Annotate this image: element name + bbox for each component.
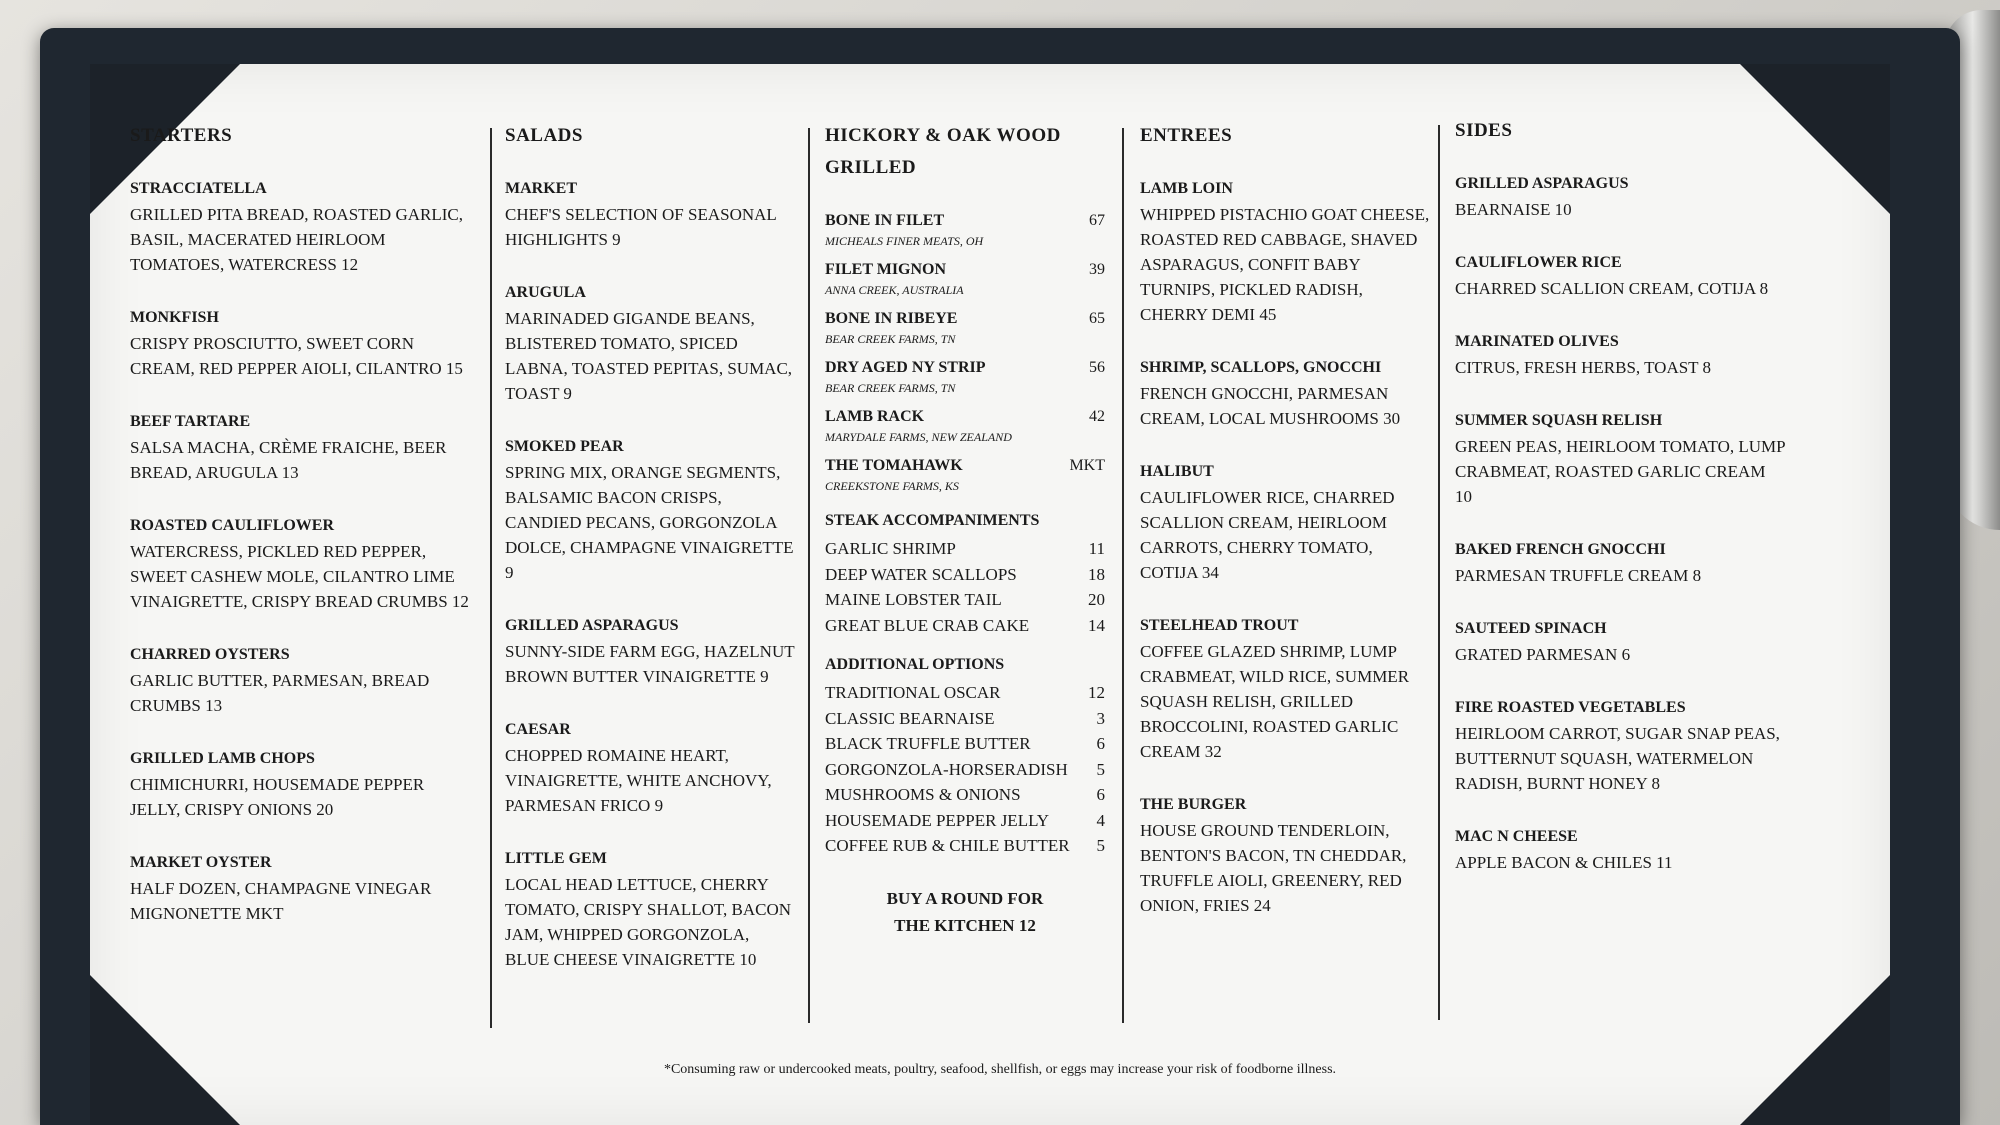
menu-item (505, 850, 795, 972)
grilled-item-origin: MICHEALS FINER MEATS, OH (825, 234, 984, 248)
menu-item-name: THE BURGER (1140, 796, 1247, 813)
menu-item-name: MARKET OYSTER (130, 854, 272, 871)
menu-item (130, 646, 470, 718)
row-name: MUSHROOMS & ONIONS (825, 785, 1021, 804)
grilled-item (825, 359, 1105, 396)
menu-item (1455, 254, 1785, 301)
menu-item-description: CHIMICHURRI, HOUSEMADE PEPPER JELLY, CRISPY ONIONS 20 (130, 775, 425, 819)
row-price: 4 (1096, 810, 1105, 830)
menu-item-description: CITRUS, FRESH HERBS, TOAST 8 (1455, 358, 1712, 377)
sides-list (1455, 175, 1785, 875)
menu-item-name: GRILLED ASPARAGUS (1455, 175, 1629, 192)
menu-item-name: CAESAR (505, 721, 571, 738)
menu-item-description: WHIPPED PISTACHIO GOAT CHEESE, ROASTED RED CABBAGE, SHAVED ASPARAGUS, CONFIT BABY TURNIPS, PICKLED RADISH, CHERRY DEMI 45 (1140, 205, 1430, 324)
menu-item (1140, 617, 1430, 764)
entrees-column (1140, 120, 1430, 950)
row-name: MAINE LOBSTER TAIL (825, 590, 1002, 609)
menu-item-description: SUNNY-SIDE FARM EGG, HAZELNUT BROWN BUTTER VINAIGRETTE 9 (505, 642, 795, 686)
row-price: 11 (1088, 539, 1105, 558)
menu-item-name: MARINATED OLIVES (1455, 333, 1619, 350)
menu-item-name: CHARRED OYSTERS (130, 646, 290, 663)
menu-item-name: MONKFISH (130, 309, 219, 326)
grilled-item-origin: BEAR CREEK FARMS, TN (825, 332, 956, 346)
grilled-item-price: 65 (1089, 310, 1105, 327)
row-name: DEEP WATER SCALLOPS (825, 564, 1017, 584)
accompaniment-row (825, 536, 1105, 562)
grilled-item-name: FILET MIGNON (825, 261, 947, 278)
accompaniments-heading: STEAK ACCOMPANIMENTS (825, 512, 1040, 529)
section-heading: SALADS (505, 125, 583, 146)
grilled-item-price: 56 (1089, 359, 1105, 376)
menu-item-description: BEARNAISE 10 (1455, 200, 1572, 219)
options-list (825, 680, 1105, 859)
grilled-item-name: BONE IN FILET (825, 212, 945, 229)
menu-item-name: GRILLED ASPARAGUS (505, 617, 679, 634)
grilled-item (825, 408, 1105, 445)
menu-item-name: MAC N CHEESE (1455, 828, 1578, 845)
option-row (825, 757, 1105, 783)
menu-item-description: CRISPY PROSCIUTTO, SWEET CORN CREAM, RED PEPPER AIOLI, CILANTRO 15 (130, 334, 463, 378)
row-price: 18 (1088, 564, 1105, 584)
option-row (825, 706, 1105, 732)
menu-item (1455, 412, 1785, 509)
grilled-item-price: 39 (1089, 261, 1105, 278)
sides-column (1455, 115, 1785, 907)
menu-item (1455, 699, 1785, 796)
grilled-item (825, 261, 1105, 298)
grilled-column (825, 120, 1105, 939)
menu-item-name: SMOKED PEAR (505, 438, 624, 455)
row-name: GORGONZOLA-HORSERADISH (825, 759, 1068, 779)
menu-item-name: BAKED FRENCH GNOCCHI (1455, 541, 1666, 558)
buy-a-round-line2: THE KITCHEN 12 (894, 915, 1036, 935)
menu-item-description: GARLIC BUTTER, PARMESAN, BREAD CRUMBS 13 (130, 671, 430, 715)
grilled-item-row (825, 261, 1105, 279)
row-price: 12 (1088, 683, 1105, 702)
row-name: TRADITIONAL OSCAR (825, 683, 1001, 702)
menu-item-name: LAMB LOIN (1140, 180, 1233, 197)
foodborne-illness-disclaimer: *Consuming raw or undercooked meats, poultry, seafood, shellfish, or eggs may increase your risk of foodborne illness. (663, 1062, 1337, 1077)
grilled-item-origin: CREEKSTONE FARMS, KS (825, 479, 959, 493)
menu-item-description: GRATED PARMESAN 6 (1455, 645, 1631, 664)
menu-item-description: GRILLED PITA BREAD, ROASTED GARLIC, BASIL, MACERATED HEIRLOOM TOMATOES, WATERCRESS 12 (130, 205, 463, 274)
section-heading: ENTREES (1140, 125, 1233, 146)
buy-a-round-line1: BUY A ROUND FOR (886, 888, 1044, 908)
salads-column (505, 120, 795, 1004)
buy-a-round (825, 885, 1105, 939)
salads-list (505, 180, 795, 972)
menu-item (1455, 175, 1785, 222)
row-name: BLACK TRUFFLE BUTTER (825, 734, 1031, 753)
menu-item-description: MARINADED GIGANDE BEANS, BLISTERED TOMATO, SPICED LABNA, TOASTED PEPITAS, SUMAC, TOAST 9 (505, 309, 793, 403)
accompaniment-row (825, 587, 1105, 613)
column-divider (808, 128, 810, 1023)
menu-item-description: COFFEE GLAZED SHRIMP, LUMP CRABMEAT, WILD RICE, SUMMER SQUASH RELISH, GRILLED BROCCOLINI, ROASTED GARLIC CREAM 32 (1140, 642, 1410, 761)
option-row (825, 808, 1105, 834)
menu-item-name: SAUTEED SPINACH (1455, 620, 1607, 637)
menu-item (130, 180, 470, 277)
menu-item-description: CAULIFLOWER RICE, CHARRED SCALLION CREAM, HEIRLOOM CARROTS, CHERRY TOMATO, COTIJA 34 (1140, 488, 1395, 582)
grilled-item-row (825, 310, 1105, 328)
options-heading: ADDITIONAL OPTIONS (825, 656, 1005, 673)
menu-item (130, 750, 470, 822)
menu-item (505, 180, 795, 252)
menu-item-name: STEELHEAD TROUT (1140, 617, 1299, 634)
menu-item-name: GRILLED LAMB CHOPS (130, 750, 315, 767)
row-price: 14 (1088, 615, 1105, 635)
menu-item (130, 309, 470, 381)
grilled-item-row (825, 408, 1105, 426)
grilled-item-origin: MARYDALE FARMS, NEW ZEALAND (825, 430, 1012, 444)
menu-item-name: SHRIMP, SCALLOPS, GNOCCHI (1140, 359, 1382, 376)
menu-item-name: SUMMER SQUASH RELISH (1455, 412, 1663, 429)
menu-item (130, 413, 470, 485)
menu-item-description: WATERCRESS, PICKLED RED PEPPER, SWEET CASHEW MOLE, CILANTRO LIME VINAIGRETTE, CRISPY BREAD CRUMBS 12 (130, 542, 469, 611)
menu-item (130, 517, 470, 614)
menu-item-description: SALSA MACHA, CRÈME FRAICHE, BEER BREAD, ARUGULA 13 (130, 438, 447, 482)
menu-item-description: HALF DOZEN, CHAMPAGNE VINEGAR MIGNONETTE MKT (130, 879, 432, 923)
menu-item-name: CAULIFLOWER RICE (1455, 254, 1622, 271)
grilled-item-origin: BEAR CREEK FARMS, TN (825, 381, 956, 395)
row-price: 5 (1096, 759, 1105, 779)
grilled-item-name: BONE IN RIBEYE (825, 310, 958, 327)
starters-list (130, 180, 470, 926)
entrees-list (1140, 180, 1430, 918)
menu-item-name: MARKET (505, 180, 577, 197)
column-divider (1438, 125, 1440, 1020)
grilled-item-row (825, 457, 1105, 475)
accompaniment-row (825, 562, 1105, 588)
grilled-item-name: THE TOMAHAWK (825, 457, 963, 474)
menu-item-name: FIRE ROASTED VEGETABLES (1455, 699, 1686, 716)
menu-item (1455, 333, 1785, 380)
grilled-item (825, 457, 1105, 494)
menu-item (1455, 620, 1785, 667)
grilled-item-origin: ANNA CREEK, AUSTRALIA (825, 283, 964, 297)
grilled-item-price: 67 (1089, 212, 1105, 229)
menu-item-description: GREEN PEAS, HEIRLOOM TOMATO, LUMP CRABMEAT, ROASTED GARLIC CREAM 10 (1455, 437, 1785, 506)
menu-item (1140, 463, 1430, 585)
menu-item-name: STRACCIATELLA (130, 180, 267, 197)
menu-item (1140, 180, 1430, 327)
menu-item-name: BEEF TARTARE (130, 413, 251, 430)
menu-item-description: SPRING MIX, ORANGE SEGMENTS, BALSAMIC BACON CRISPS, CANDIED PECANS, GORGONZOLA DOLCE, CHAMPAGNE VINAIGRETTE 9 (505, 463, 794, 582)
option-row (825, 833, 1105, 859)
menu-item (505, 617, 795, 689)
accompaniments-list (825, 536, 1105, 638)
row-price: 20 (1088, 590, 1105, 609)
menu-item-name: LITTLE GEM (505, 850, 607, 867)
grilled-item-row (825, 212, 1105, 230)
section-heading: SIDES (1455, 120, 1513, 141)
menu-item (1455, 828, 1785, 875)
row-price: 5 (1096, 836, 1105, 855)
corner-tab-bottom-right (1740, 975, 1890, 1125)
grilled-item (825, 212, 1105, 249)
grilled-item-price: 42 (1089, 408, 1105, 425)
section-heading: STARTERS (130, 125, 233, 146)
section-heading: HICKORY & OAK WOOD GRILLED (825, 125, 1061, 178)
row-price: 3 (1096, 708, 1105, 728)
grilled-item-name: DRY AGED NY STRIP (825, 359, 986, 376)
option-row (825, 782, 1105, 808)
menu-item (1455, 541, 1785, 588)
grilled-item (825, 310, 1105, 347)
starters-column (130, 120, 470, 958)
row-name: HOUSEMADE PEPPER JELLY (825, 810, 1050, 830)
menu-item (130, 854, 470, 926)
menu-item (505, 438, 795, 585)
grilled-list (825, 212, 1105, 494)
option-row (825, 680, 1105, 706)
menu-item-description: FRENCH GNOCCHI, PARMESAN CREAM, LOCAL MUSHROOMS 30 (1140, 384, 1401, 428)
row-price: 6 (1096, 734, 1105, 753)
menu-item-description: PARMESAN TRUFFLE CREAM 8 (1455, 566, 1702, 585)
row-name: GREAT BLUE CRAB CAKE (825, 615, 1030, 635)
menu-item (505, 284, 795, 406)
menu-item-description: CHARRED SCALLION CREAM, COTIJA 8 (1455, 279, 1769, 298)
menu-item (1140, 796, 1430, 918)
menu-item-name: ROASTED CAULIFLOWER (130, 517, 335, 534)
menu-item-name: HALIBUT (1140, 463, 1214, 480)
corner-tab-bottom-left (90, 975, 240, 1125)
menu-item-description: LOCAL HEAD LETTUCE, CHERRY TOMATO, CRISPY SHALLOT, BACON JAM, WHIPPED GORGONZOLA, BLUE CHEESE VINAIGRETTE 10 (505, 875, 792, 969)
row-name: COFFEE RUB & CHILE BUTTER (825, 836, 1070, 855)
menu-item-description: CHOPPED ROMAINE HEART, VINAIGRETTE, WHITE ANCHOVY, PARMESAN FRICO 9 (505, 746, 772, 815)
menu-item-description: CHEF'S SELECTION OF SEASONAL HIGHLIGHTS 9 (505, 205, 777, 249)
menu-item-description: HEIRLOOM CARROT, SUGAR SNAP PEAS, BUTTERNUT SQUASH, WATERMELON RADISH, BURNT HONEY 8 (1455, 724, 1780, 793)
menu-item-name: ARUGULA (505, 284, 586, 301)
grilled-item-name: LAMB RACK (825, 408, 925, 425)
grilled-item-price: MKT (1069, 457, 1105, 474)
option-row (825, 731, 1105, 757)
column-divider (490, 128, 492, 1028)
grilled-item-row (825, 359, 1105, 377)
menu-item (1140, 359, 1430, 431)
row-name: CLASSIC BEARNAISE (825, 708, 995, 728)
menu-item-description: HOUSE GROUND TENDERLOIN, BENTON'S BACON, TN CHEDDAR, TRUFFLE AIOLI, GREENERY, RED ONION, FRIES 24 (1140, 821, 1407, 915)
accompaniment-row (825, 613, 1105, 639)
row-name: GARLIC SHRIMP (825, 539, 956, 558)
menu-item (505, 721, 795, 818)
row-price: 6 (1096, 785, 1105, 804)
menu-item-description: APPLE BACON & CHILES 11 (1455, 853, 1673, 872)
column-divider (1122, 128, 1124, 1023)
